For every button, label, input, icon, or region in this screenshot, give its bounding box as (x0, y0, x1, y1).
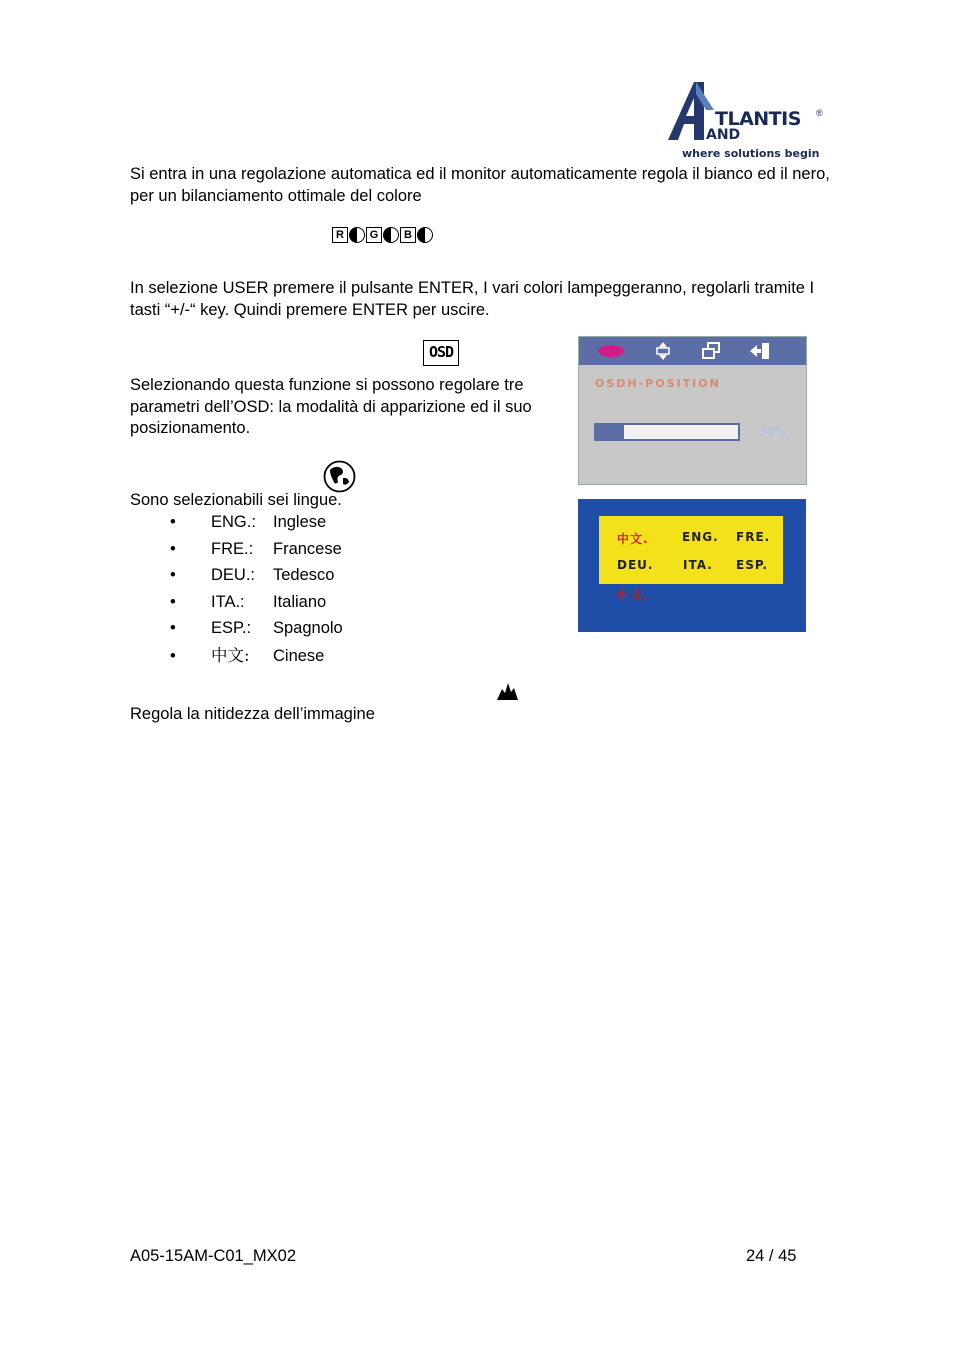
language-code: 中文: (211, 646, 250, 665)
lang-option-deu[interactable]: DEU. (617, 558, 654, 572)
bullet-icon: • (170, 647, 176, 665)
lang-option-eng[interactable]: ENG. (682, 530, 719, 544)
bullet-icon: • (170, 619, 176, 637)
footer-page-number: 24 / 45 (746, 1247, 797, 1265)
bullet-icon: • (170, 566, 176, 584)
bullet-icon: • (170, 540, 176, 558)
atlantis-logo (666, 80, 828, 164)
lang-current-selection: 中文. (617, 588, 649, 602)
rgb-adjust-icon (332, 226, 434, 246)
osd-toolbar-selected-icon (597, 344, 625, 358)
lang-option-fre[interactable]: FRE. (736, 530, 771, 544)
osd-screen-title: OSDH-POSITION (595, 377, 721, 390)
footer-doc-code: A05-15AM-C01_MX02 (130, 1247, 296, 1265)
osd-screen-toolbar (579, 337, 806, 365)
logo-brand-main: TLANTIS (715, 108, 801, 130)
language-code: ITA.: (211, 593, 245, 611)
osd-toolbar-move-icon (653, 341, 673, 361)
language-code: ENG.: (211, 513, 256, 531)
bullet-icon: • (170, 593, 176, 611)
paragraph-languages: Sono selezionabili sei lingue. (130, 491, 342, 509)
rgb-r-label: R (332, 227, 348, 243)
lang-option-esp[interactable]: ESP. (736, 558, 768, 572)
paragraph-auto-adjust: Si entra in una regolazione automatica ed il monitor automaticamente regola il bianco ed il nero, per un bilanciamento ottimale del colore (130, 165, 830, 205)
osd-progress-bar (594, 423, 740, 441)
language-options-box (599, 516, 783, 584)
osd-toolbar-exit-icon (749, 341, 771, 361)
osd-progress-fill (596, 425, 624, 439)
language-screen (578, 499, 806, 632)
logo-registered: ® (816, 108, 823, 118)
language-code: ESP.: (211, 619, 252, 637)
language-name: Italiano (273, 593, 327, 611)
language-name: Tedesco (273, 566, 335, 584)
sharpness-icon (496, 681, 519, 701)
language-name: Spagnolo (273, 619, 343, 637)
half-circle-icon (417, 227, 433, 243)
lang-option-ita[interactable]: ITA. (683, 558, 713, 572)
language-code: FRE.: (211, 540, 254, 558)
paragraph-osd-settings: Selezionando questa funzione si possono regolare tre parametri dell’OSD: la modalità di apparizione ed il suo posizionamento. (130, 376, 532, 437)
paragraph-user-color: In selezione USER premere il pulsante ENTER, I vari colori lampeggeranno, regolarli tramite I tasti “+/-“ key. Quindi premere ENTER per uscire. (130, 279, 815, 319)
half-circle-icon (349, 227, 365, 243)
paragraph-sharpness: Regola la nitidezza dell’immagine (130, 705, 375, 723)
language-name: Cinese (273, 647, 325, 665)
half-circle-icon (383, 227, 399, 243)
osd-value: 30% (760, 425, 787, 438)
rgb-g-label: G (366, 227, 382, 243)
language-name: Inglese (273, 513, 327, 531)
bullet-icon: • (170, 513, 176, 531)
language-code: DEU.: (211, 566, 256, 584)
logo-brand-sub: AND (706, 127, 741, 143)
lang-option-chinese[interactable]: 中文. (617, 532, 649, 546)
logo-tagline: where solutions begin (682, 147, 820, 160)
osd-position-screen (578, 336, 807, 485)
rgb-b-label: B (400, 227, 416, 243)
osd-icon: OSD (423, 340, 459, 366)
language-name: Francese (273, 540, 342, 558)
language-globe-icon (323, 460, 356, 493)
osd-toolbar-window-icon (701, 341, 721, 361)
